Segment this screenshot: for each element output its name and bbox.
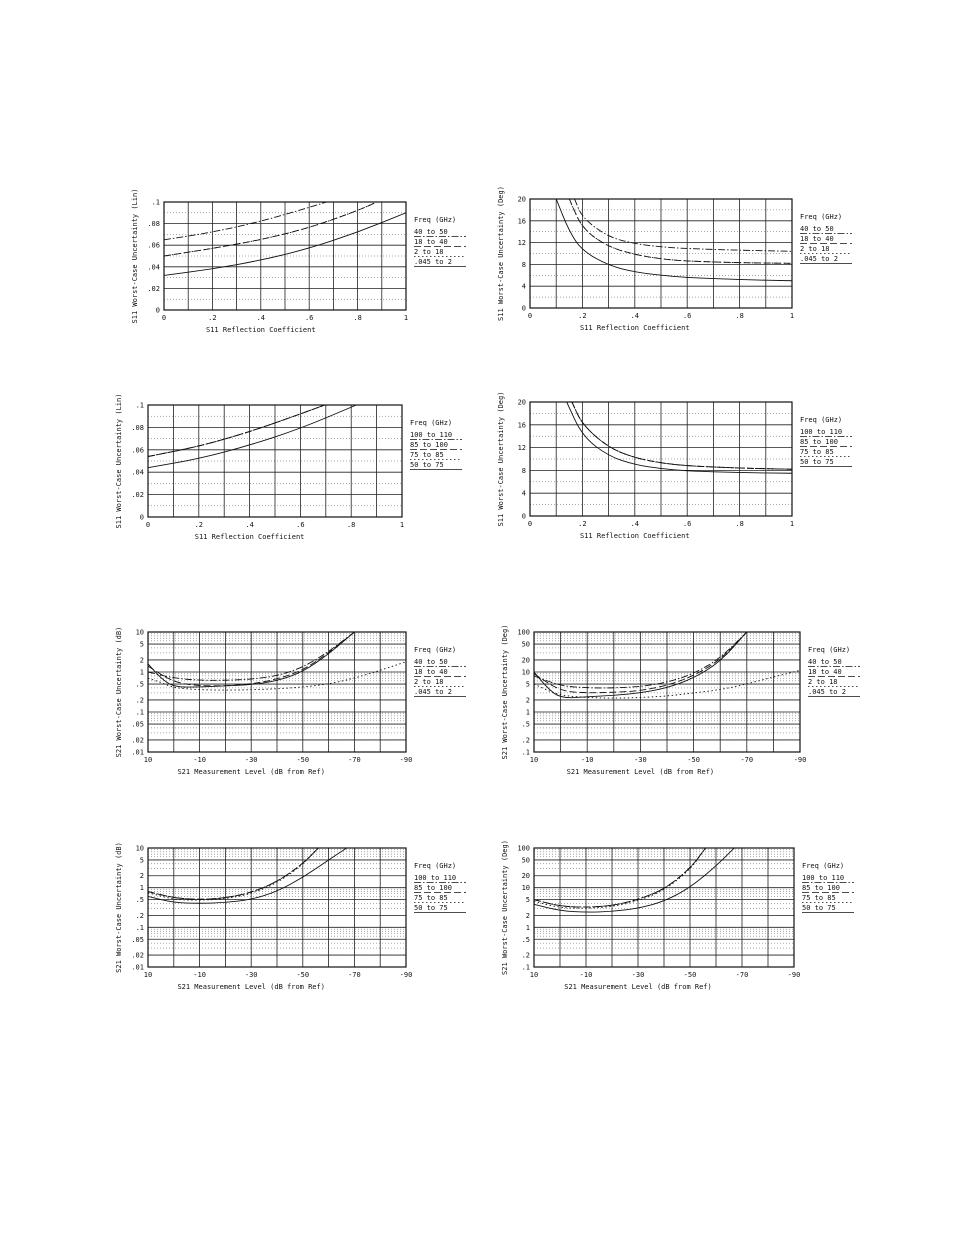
legend-entry-label: 50 to 75: [414, 904, 448, 912]
y-tick-label: .2: [521, 736, 530, 745]
y-tick-label: 1: [139, 668, 144, 677]
y-axis-title: S21 Worst-Case Uncertainty (dB): [115, 842, 123, 973]
y-tick-label: 5: [525, 680, 530, 689]
y-tick-label: 5: [139, 856, 144, 865]
x-tick-label: .4: [630, 520, 640, 528]
x-tick-label: .4: [630, 312, 640, 320]
x-tick-label: .4: [245, 521, 254, 529]
y-tick-label: 20: [517, 398, 526, 407]
legend-entry-label: 100 to 110: [414, 874, 457, 882]
x-tick-label: 0: [527, 312, 533, 320]
legend-entry-label: 85 to 100: [802, 884, 840, 892]
legend-title: Freq (GHz): [802, 862, 845, 870]
y-tick-label: 16: [517, 217, 526, 226]
y-tick-label: 20: [521, 656, 530, 665]
y-tick-label: .04: [131, 468, 144, 477]
legend-title: Freq (GHz): [414, 216, 457, 224]
y-tick-label: 0: [521, 304, 526, 313]
x-tick-label: -70: [740, 756, 754, 764]
x-tick-label: 10: [143, 756, 153, 764]
x-axis-title: S21 Measurement Level (dB from Ref): [177, 768, 325, 776]
x-tick-label: .2: [578, 520, 587, 528]
y-tick-label: 10: [135, 628, 144, 637]
x-tick-label: 1: [789, 312, 795, 320]
y-tick-label: 2: [525, 696, 530, 705]
legend-entry-label: 85 to 100: [410, 441, 448, 449]
x-axis-title: S11 Reflection Coefficient: [194, 533, 305, 541]
x-tick-label: -90: [399, 971, 413, 979]
legend-entry-label: 100 to 110: [802, 874, 845, 882]
y-tick-label: 5: [139, 640, 144, 649]
legend-entry-label: .045 to 2: [414, 258, 452, 266]
x-axis-title: S11 Reflection Coefficient: [580, 324, 690, 332]
x-tick-label: .6: [304, 314, 314, 322]
x-tick-label: 0: [527, 520, 533, 528]
legend-entry-label: 40 to 50: [808, 658, 842, 666]
y-tick-label: 4: [521, 489, 526, 498]
legend-entry-label: 40 to 50: [414, 228, 448, 236]
legend-entry-label: 40 to 50: [414, 658, 448, 666]
legend-entry-label: 50 to 75: [800, 458, 834, 466]
x-tick-label: -30: [634, 756, 647, 764]
y-tick-label: .2: [521, 951, 530, 960]
legend-entry-label: 18 to 40: [414, 238, 448, 246]
x-tick-label: .2: [578, 312, 587, 320]
y-tick-label: .01: [131, 748, 144, 757]
y-tick-label: .01: [131, 963, 144, 972]
y-axis-title: S11 Worst-Case Uncertainty (Lin): [131, 188, 139, 324]
x-tick-label: 10: [143, 971, 153, 979]
y-tick-label: 0: [139, 513, 144, 522]
legend-title: Freq (GHz): [808, 646, 851, 654]
x-axis-title: S21 Measurement Level (dB from Ref): [177, 983, 325, 991]
x-tick-label: -50: [683, 971, 697, 979]
y-tick-label: .06: [147, 241, 160, 250]
y-tick-label: .04: [147, 263, 160, 272]
y-tick-label: 50: [521, 640, 530, 649]
x-tick-label: .6: [296, 521, 305, 529]
x-tick-label: -90: [787, 971, 801, 979]
x-tick-label: -90: [399, 756, 413, 764]
legend-entry-label: .045 to 2: [414, 688, 452, 696]
y-axis-title: S11 Worst-Case Uncertainty (Deg): [497, 391, 505, 527]
legend-entry-label: 2 to 18: [414, 248, 444, 256]
legend-entry-label: 2 to 18: [414, 678, 444, 686]
x-tick-label: .2: [208, 314, 217, 322]
x-tick-label: -30: [244, 756, 258, 764]
x-tick-label: -50: [687, 756, 700, 764]
y-tick-label: .02: [131, 951, 144, 960]
y-tick-label: 1: [525, 923, 530, 932]
y-tick-label: .05: [131, 720, 144, 729]
y-axis-title: S11 Worst-Case Uncertainty (Deg): [497, 186, 505, 321]
y-tick-label: 10: [521, 668, 530, 677]
y-tick-label: 100: [517, 844, 530, 853]
legend-entry-label: .045 to 2: [800, 255, 838, 263]
legend-entry-label: 75 to 85: [800, 448, 834, 456]
y-tick-label: .1: [521, 748, 530, 757]
legend-entry-label: 75 to 85: [802, 894, 836, 902]
legend-title: Freq (GHz): [800, 213, 843, 221]
y-tick-label: 2: [139, 872, 144, 881]
x-tick-label: -70: [735, 971, 749, 979]
y-tick-label: 8: [521, 466, 526, 475]
legend-entry-label: 2 to 18: [800, 245, 830, 253]
x-tick-label: .8: [735, 520, 744, 528]
x-tick-label: .8: [353, 314, 362, 322]
legend-entry-label: 100 to 110: [800, 428, 843, 436]
y-tick-label: .5: [135, 896, 144, 905]
y-tick-label: 0: [155, 306, 160, 315]
legend-entry-label: 18 to 40: [800, 235, 834, 243]
legend-entry-label: 85 to 100: [800, 438, 838, 446]
legend-entry-label: .045 to 2: [808, 688, 846, 696]
y-tick-label: 12: [517, 444, 526, 453]
y-tick-label: .02: [131, 491, 144, 500]
x-tick-label: -90: [793, 756, 807, 764]
legend-entry-label: 18 to 40: [808, 668, 842, 676]
legend-entry-label: 75 to 85: [414, 894, 448, 902]
x-tick-label: .6: [682, 520, 692, 528]
y-tick-label: 1: [139, 884, 144, 893]
y-tick-label: .1: [135, 923, 144, 932]
y-tick-label: 16: [517, 421, 526, 430]
y-tick-label: 2: [525, 911, 530, 920]
y-axis-title: S21 Worst-Case Uncertainty (Deg): [501, 840, 509, 975]
y-tick-label: .02: [147, 284, 160, 293]
x-tick-label: 0: [161, 314, 167, 322]
y-tick-label: 12: [517, 239, 526, 248]
y-tick-label: .06: [131, 446, 144, 455]
x-tick-label: 1: [789, 520, 795, 528]
x-tick-label: 1: [399, 521, 405, 529]
y-tick-label: .1: [151, 198, 160, 207]
x-axis-title: S21 Measurement Level (dB from Ref): [564, 983, 712, 991]
x-tick-label: .4: [256, 314, 266, 322]
y-tick-label: 10: [521, 884, 530, 893]
y-tick-label: .1: [135, 401, 144, 410]
legend-title: Freq (GHz): [414, 646, 457, 654]
y-tick-label: .5: [135, 680, 144, 689]
x-tick-label: 1: [403, 314, 409, 322]
x-tick-label: -70: [348, 756, 361, 764]
y-tick-label: .05: [131, 935, 144, 944]
legend-entry-label: 50 to 75: [802, 904, 836, 912]
legend-title: Freq (GHz): [800, 416, 843, 424]
y-tick-label: 100: [517, 628, 530, 637]
y-tick-label: .08: [131, 423, 144, 432]
y-tick-label: .2: [135, 696, 144, 705]
legend-entry-label: 85 to 100: [414, 884, 452, 892]
x-tick-label: .6: [682, 312, 692, 320]
x-tick-label: -30: [631, 971, 645, 979]
y-tick-label: .2: [135, 911, 144, 920]
y-tick-label: 8: [521, 260, 526, 269]
legend-entry-label: 50 to 75: [410, 461, 444, 469]
x-tick-label: -10: [193, 756, 206, 764]
x-tick-label: -50: [296, 756, 310, 764]
legend-entry-label: 40 to 50: [800, 225, 834, 233]
y-tick-label: 20: [517, 195, 526, 204]
x-tick-label: 10: [529, 756, 539, 764]
x-tick-label: 0: [145, 521, 151, 529]
legend-title: Freq (GHz): [414, 862, 457, 870]
x-axis-title: S11 Reflection Coefficient: [206, 326, 316, 334]
y-tick-label: .08: [147, 220, 160, 229]
legend-title: Freq (GHz): [410, 419, 453, 427]
x-tick-label: .8: [735, 312, 744, 320]
y-tick-label: .02: [131, 736, 144, 745]
y-tick-label: .1: [135, 708, 144, 717]
x-tick-label: 10: [529, 971, 539, 979]
x-tick-label: -50: [296, 971, 310, 979]
y-tick-label: .5: [521, 935, 530, 944]
x-tick-label: -70: [348, 971, 361, 979]
y-tick-label: 20: [521, 872, 530, 881]
legend-entry-label: 2 to 18: [808, 678, 838, 686]
y-axis-title: S11 Worst-Case Uncertainty (Lin): [115, 393, 123, 529]
y-tick-label: 2: [139, 656, 144, 665]
y-axis-title: S21 Worst-Case Uncertainty (Deg): [501, 624, 509, 760]
y-tick-label: .5: [521, 720, 530, 729]
y-tick-label: 5: [525, 896, 530, 905]
x-axis-title: S11 Reflection Coefficient: [580, 532, 690, 540]
y-tick-label: .1: [521, 963, 530, 972]
x-tick-label: -30: [244, 971, 258, 979]
y-tick-label: 1: [525, 708, 530, 717]
legend-entry-label: 18 to 40: [414, 668, 448, 676]
x-tick-label: -10: [580, 756, 594, 764]
y-tick-label: 4: [521, 282, 526, 291]
x-tick-label: -10: [579, 971, 593, 979]
x-tick-label: .2: [194, 521, 204, 529]
y-tick-label: 0: [521, 512, 526, 521]
x-tick-label: .8: [346, 521, 356, 529]
legend-entry-label: 75 to 85: [410, 451, 444, 459]
legend-entry-label: 100 to 110: [410, 431, 453, 439]
x-tick-label: -10: [193, 971, 206, 979]
y-tick-label: 10: [135, 844, 144, 853]
x-axis-title: S21 Measurement Level (dB from Ref): [566, 768, 715, 776]
y-tick-label: 50: [521, 856, 530, 865]
y-axis-title: S21 Worst-Case Uncertainty (dB): [115, 626, 123, 758]
